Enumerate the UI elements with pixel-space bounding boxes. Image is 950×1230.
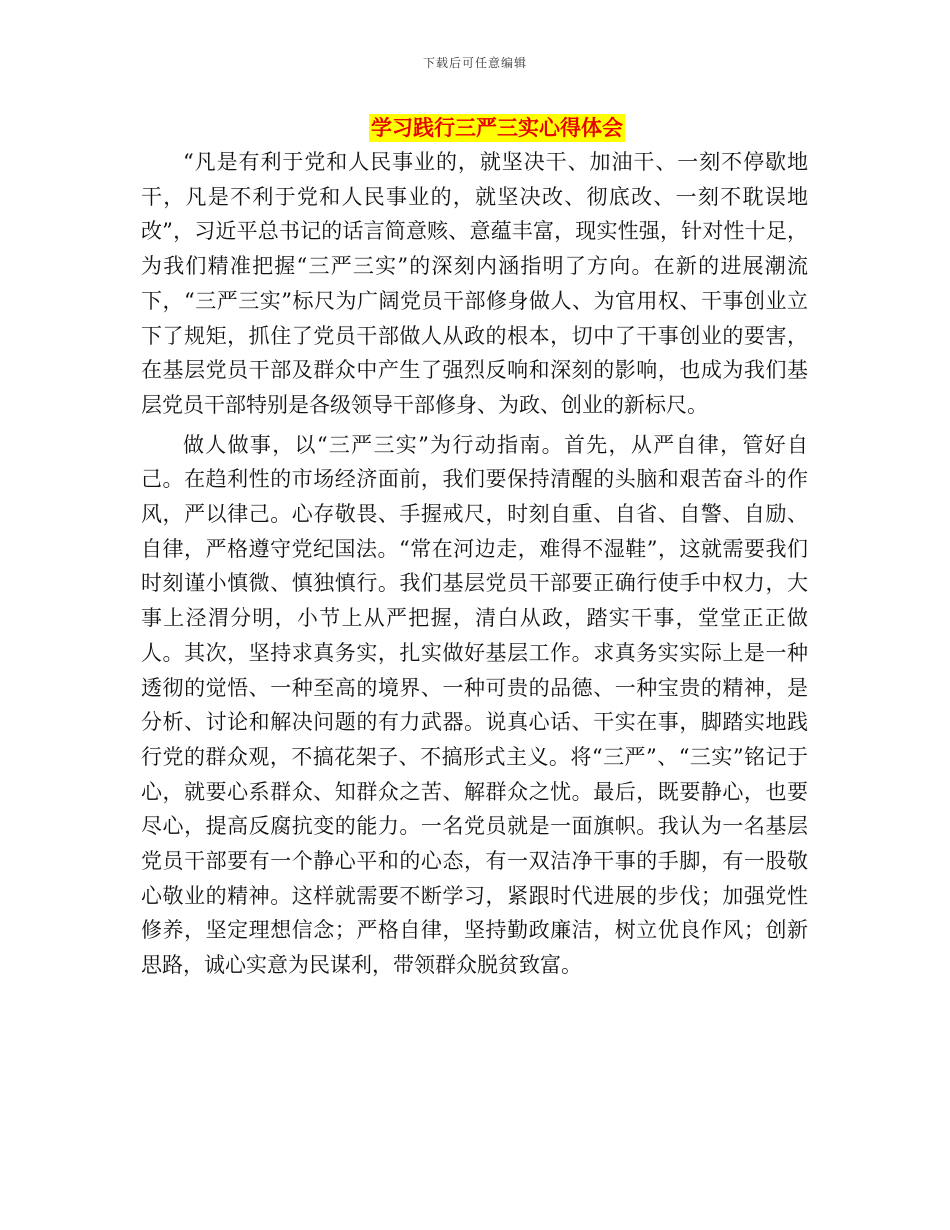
paragraph-1: “凡是有利于党和人民事业的，就坚决干、加油干、一刻不停歇地干，凡是不利于党和人民事业的，就坚决改、彻底改、一刻不耽误地改”，习近平总书记的话言简意赅、意蕴丰富，现实性强，针对性十足，为我们精准把握“三严三实”的深刻内涵指明了方向。在新的进展潮流下，“三严三实”标尺为广阔党员干部修身做人、为官用权、干事创业立下了规矩，抓住了党员干部做人从政的根本，切中了干事创业的要害，在基层党员干部及群众中产生了强烈反响和深刻的影响，也成为我们基层党员干部特别是各级领导干部修身、为政、创业的新标尺。 [141,150,808,417]
header-note: 下载后可任意编辑 [422,56,527,70]
paragraph-2: 做人做事，以“三严三实”为行动指南。首先，从严自律，管好自己。在趋利性的市场经济面前，我们要保持清醒的头脑和艰苦奋斗的作风，严以律己。心存敬畏、手握戒尺，时刻自重、自省、自警、自励、自律，严格遵守党纪国法。“常在河边走，难得不湿鞋”，这就需要我们时刻谨小慎微、慎独慎行。我们基层党员干部要正确行使手中权力，大事上泾渭分明，小节上从严把握，清白从政，踏实干事，堂堂正正做人。其次，坚持求真务实，扎实做好基层工作。求真务实实际上是一种透彻的觉悟、一种至高的境界、一种可贵的品德、一种宝贵的精神，是分析、讨论和解决问题的有力武器。说真心话、干实在事，脚踏实地践行党的群众观，不搞花架子、不搞形式主义。将“三严”、“三实”铭记于心，就要心系群众、知群众之苦、解群众之忧。最后，既要静心，也要尽心，提高反腐抗变的能力。一名党员就是一面旗帜。我认为一名基层党员干部要有一个静心平和的心态，有一双洁净干事的手脚，有一股敬心敬业的精神。这样就需要不断学习，紧跟时代进展的步伐；加强党性修养，坚定理想信念；严格自律，坚持勤政廉洁，树立优良作风；创新思路，诚心实意为民谋利，带领群众脱贫致富。 [141,432,808,978]
title-container [0,114,950,142]
document-title: 学习践行三严三实心得体会 [371,115,623,140]
document-body [141,145,808,988]
